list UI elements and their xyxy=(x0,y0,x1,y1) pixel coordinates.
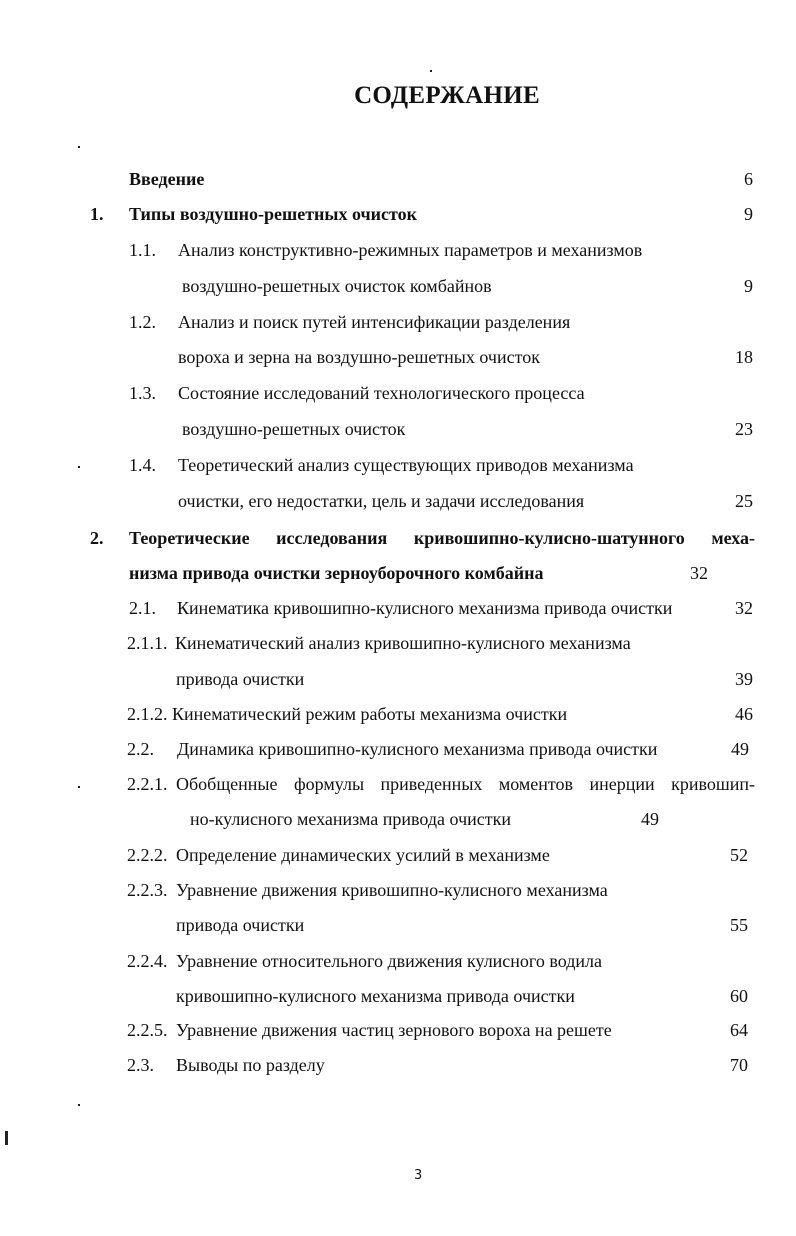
toc-entry-text: Определение динамических усилий в механизме xyxy=(176,845,550,865)
toc-entry-page: 52 xyxy=(730,845,748,865)
toc-entry-page: 25 xyxy=(735,491,753,511)
scan-speck xyxy=(430,70,432,72)
toc-entry-text-continued: воздушно-решетных очисток xyxy=(182,419,406,439)
toc-entry-text: Уравнение относительного движения кулисного водила xyxy=(176,951,602,971)
toc-entry-number: 2.2.3. xyxy=(127,880,168,900)
toc-entry-page: 39 xyxy=(735,669,753,689)
toc-entry-page: 46 xyxy=(735,704,753,724)
toc-entry-number: 2.2. xyxy=(127,739,154,759)
toc-entry-number: 2.2.1. xyxy=(127,774,168,794)
scan-speck xyxy=(78,466,80,468)
toc-entry-page: 49 xyxy=(641,809,659,829)
toc-entry-text: Состояние исследований технологического процесса xyxy=(178,383,585,403)
toc-entry-text-continued: кривошипно-кулисного механизма привода очистки xyxy=(176,986,575,1006)
toc-entry-number: 2.2.5. xyxy=(127,1020,168,1040)
toc-entry-text: Анализ и поиск путей интенсификации разделения xyxy=(178,312,571,332)
toc-entry-page: 32 xyxy=(690,563,708,583)
toc-entry-text-continued: очистки, его недостатки, цель и задачи исследования xyxy=(178,491,585,511)
toc-entry-text: Выводы по разделу xyxy=(176,1055,325,1075)
toc-entry-number: 2.2.2. xyxy=(127,845,168,865)
toc-entry-number: 1. xyxy=(90,204,104,224)
toc-entry-page: 23 xyxy=(735,419,753,439)
toc-entry-text-continued: привода очистки xyxy=(176,669,305,689)
toc-entry-number: 2.3. xyxy=(127,1055,154,1075)
toc-entry-page: 49 xyxy=(731,739,749,759)
scan-speck xyxy=(78,786,80,788)
page-number: 3 xyxy=(414,1168,423,1183)
toc-entry-text: Теоретические исследования кривошипно-кулисно-шатунного меха- xyxy=(129,528,755,548)
toc-entry-page: 70 xyxy=(730,1055,748,1075)
toc-entry-text-continued: привода очистки xyxy=(176,915,305,935)
toc-entry-number: 2. xyxy=(90,528,104,548)
toc-entry-text-continued: воздушно-решетных очисток комбайнов xyxy=(182,276,492,296)
toc-entry-number: 2.1.2. xyxy=(127,704,168,724)
scan-speck xyxy=(78,146,80,148)
toc-entry-text: Введение xyxy=(129,169,205,189)
toc-entry-text: Кинематический режим работы механизма очистки xyxy=(172,704,568,724)
toc-entry-text: Уравнение движения частиц зернового вороха на решете xyxy=(176,1020,612,1040)
toc-entry-page: 9 xyxy=(744,276,753,296)
toc-entry-number: 2.1.1. xyxy=(127,633,168,653)
toc-entry-text-continued: низма привода очистки зерноуборочного комбайна xyxy=(129,563,544,583)
toc-entry-number: 1.3. xyxy=(129,383,156,403)
toc-entry-text: Кинематический анализ кривошипно-кулисного механизма xyxy=(175,633,631,653)
toc-entry-page: 6 xyxy=(744,169,753,189)
scan-mark xyxy=(5,1131,8,1145)
toc-entry-page: 32 xyxy=(735,598,753,618)
toc-entry-number: 1.4. xyxy=(129,455,156,475)
toc-entry-text: Уравнение движения кривошипно-кулисного механизма xyxy=(176,880,608,900)
toc-entry-text: Кинематика кривошипно-кулисного механизма привода очистки xyxy=(177,598,673,618)
toc-entry-number: 1.2. xyxy=(129,312,156,332)
toc-entry-text: Теоретический анализ существующих приводов механизма xyxy=(178,455,634,475)
toc-entry-page: 18 xyxy=(735,347,753,367)
page-title: СОДЕРЖАНИЕ xyxy=(354,82,540,109)
toc-entry-number: 2.2.4. xyxy=(127,951,168,971)
toc-entry-page: 9 xyxy=(744,204,753,224)
scan-speck xyxy=(78,1104,80,1106)
toc-entry-text-continued: но-кулисного механизма привода очистки xyxy=(190,809,511,829)
toc-entry-number: 2.1. xyxy=(129,598,156,618)
toc-entry-text: Анализ конструктивно-режимных параметров и механизмов xyxy=(178,240,643,260)
toc-entry-page: 60 xyxy=(730,986,748,1006)
toc-entry-text-continued: вороха и зерна на воздушно-решетных очисток xyxy=(178,347,540,367)
toc-entry-number: 1.1. xyxy=(129,240,156,260)
toc-entry-text: Динамика кривошипно-кулисного механизма привода очистки xyxy=(177,739,658,759)
toc-entry-text: Типы воздушно-решетных очисток xyxy=(129,204,417,224)
toc-entry-page: 64 xyxy=(730,1020,748,1040)
toc-entry-text: Обобщенные формулы приведенных моментов инерции кривошип- xyxy=(176,774,755,794)
toc-entry-page: 55 xyxy=(730,915,748,935)
